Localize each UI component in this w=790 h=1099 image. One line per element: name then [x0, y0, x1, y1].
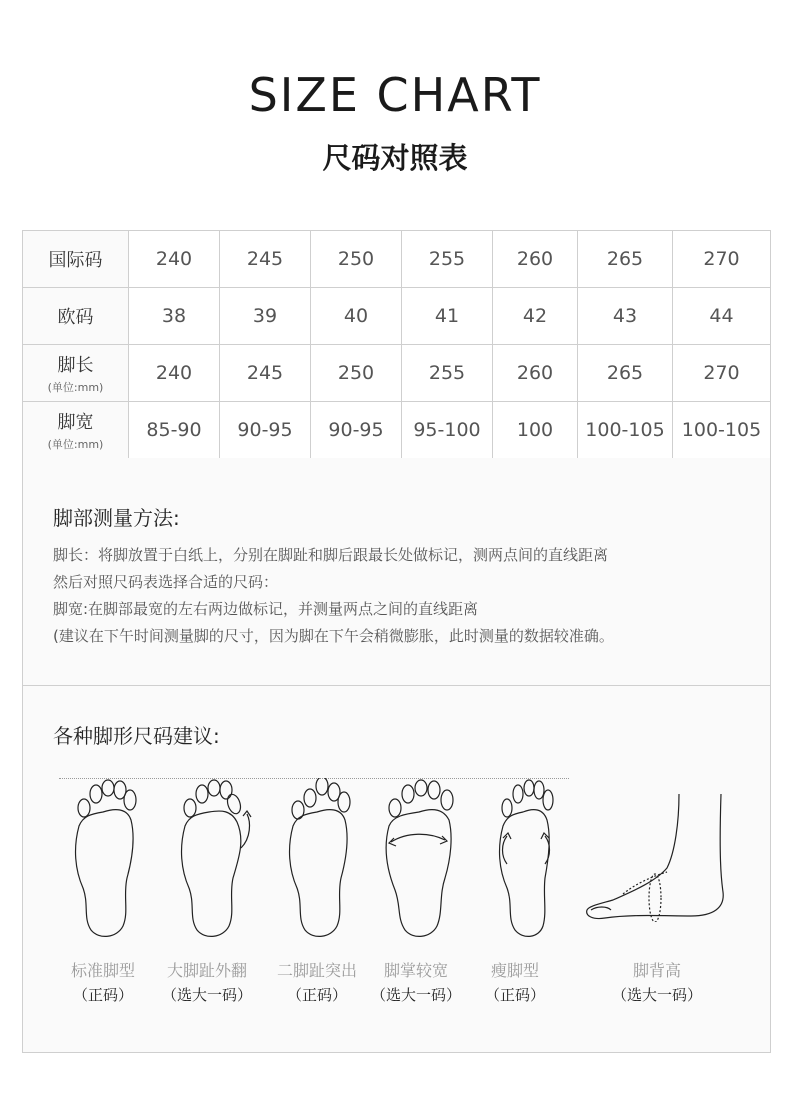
bunion-foot-icon: [171, 778, 261, 938]
table-cell: 265: [578, 231, 673, 288]
foot-type-advice: （正码）: [484, 986, 545, 1004]
table-cell: 41: [402, 288, 493, 345]
long-second-toe-foot-icon: [279, 778, 355, 938]
table-cell: 270: [673, 345, 771, 402]
table-cell: 255: [402, 345, 493, 402]
table-cell: 245: [220, 345, 311, 402]
instruction-line: (建议在下午时间测量脚的尺寸，因为脚在下午会稍微膨胀，此时测量的数据较准确。: [53, 627, 614, 645]
row-label: 国际码: [23, 231, 129, 288]
narrow-foot-icon: [485, 778, 565, 938]
foot-type-advice: （选大一码）: [161, 986, 252, 1004]
row-label-cell: [23, 345, 129, 402]
instruction-line: 脚宽:在脚部最宽的左右两边做标记，并测量两点之间的直线距离: [53, 600, 479, 618]
table-cell: 43: [578, 288, 673, 345]
foot-type-advice: （选大一码）: [611, 986, 702, 1004]
measure-method-panel: [22, 458, 771, 686]
table-cell: 42: [493, 288, 578, 345]
table-cell: 38: [129, 288, 220, 345]
foot-types-heading: 各种脚形尺码建议:: [53, 724, 220, 748]
foot-type-advice: （正码）: [286, 986, 347, 1004]
foot-type-advice: （正码）: [72, 986, 133, 1004]
table-cell: 95-100: [402, 402, 493, 459]
page-title: SIZE CHART: [248, 68, 542, 122]
table-cell: 260: [493, 345, 578, 402]
table-cell: 240: [129, 231, 220, 288]
table-row-international: [23, 231, 771, 288]
table-cell: 85-90: [129, 402, 220, 459]
foot-type-advice: （选大一码）: [370, 986, 461, 1004]
size-table: [22, 230, 771, 459]
table-cell: 255: [402, 231, 493, 288]
table-cell: 245: [220, 231, 311, 288]
row-unit: (单位:mm): [47, 438, 104, 451]
row-label-cell: [23, 402, 129, 459]
high-instep-foot-icon: [583, 792, 733, 922]
table-cell: 265: [578, 345, 673, 402]
instruction-line: 然后对照尺码表选择合适的尺码：: [53, 573, 279, 591]
table-row-foot-length: [23, 345, 771, 402]
table-row-foot-width: [23, 402, 771, 459]
foot-type-name: 瘦脚型: [490, 961, 539, 980]
table-cell: 250: [311, 231, 402, 288]
table-row-eu: [23, 288, 771, 345]
table-cell: 44: [673, 288, 771, 345]
table-cell: 240: [129, 345, 220, 402]
page-subtitle: 尺码对照表: [322, 141, 468, 175]
measure-heading: 脚部测量方法:: [53, 506, 180, 530]
foot-type-name: 脚背高: [632, 961, 681, 980]
foot-type-name: 脚掌较宽: [383, 961, 448, 980]
table-cell: 100: [493, 402, 578, 459]
table-cell: 100-105: [578, 402, 673, 459]
measure-instructions: [53, 542, 753, 650]
foot-type-name: 大脚趾外翻: [166, 961, 247, 980]
row-unit: (单位:mm): [47, 381, 104, 394]
wide-foot-icon: [379, 778, 459, 938]
table-cell: 250: [311, 345, 402, 402]
row-label: 脚宽: [57, 412, 94, 433]
table-cell: 260: [493, 231, 578, 288]
row-label: 欧码: [23, 288, 129, 345]
foot-type-name: 标准脚型: [70, 961, 135, 980]
foot-type-name: 二脚趾突出: [276, 961, 357, 980]
instruction-line: 脚长：将脚放置于白纸上，分别在脚趾和脚后跟最长处做标记，测两点间的直线距离: [53, 546, 609, 564]
table-cell: 39: [220, 288, 311, 345]
table-cell: 100-105: [673, 402, 771, 459]
row-label: 脚长: [57, 355, 94, 376]
table-cell: 40: [311, 288, 402, 345]
table-cell: 270: [673, 231, 771, 288]
table-cell: 90-95: [220, 402, 311, 459]
foot-types-panel: [22, 686, 771, 1053]
standard-foot-icon: [65, 778, 141, 938]
table-cell: 90-95: [311, 402, 402, 459]
